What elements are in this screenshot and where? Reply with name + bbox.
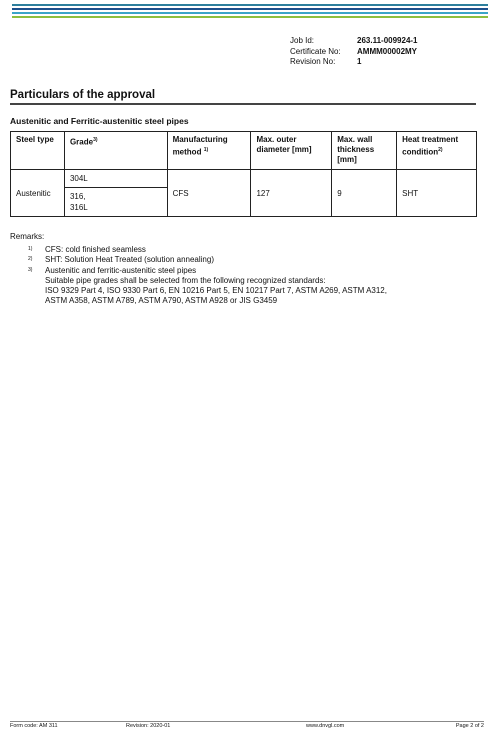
table-title: Austenitic and Ferritic-austenitic steel pipes [10, 116, 189, 126]
grade-316l-line: 316L [69, 203, 88, 212]
certificate-no-label: Certificate No: [290, 46, 341, 56]
footnote-ref: 3) [93, 137, 98, 143]
header-manufacturing-method: Manufacturing method $^{1)}$ [167, 132, 251, 170]
job-id-row [290, 36, 418, 47]
remark-line: Austenitic and ferritic-austenitic steel pipes [45, 265, 197, 275]
remark-line: SHT: Solution Heat Treated (solution annealing) [45, 255, 214, 265]
remark-number: 1) [28, 246, 33, 253]
header-stripe-teal [12, 4, 488, 6]
remark-line: ISO 9329 Part 4, ISO 9330 Part 6, EN 10216 Part 5, EN 10217 Part 7, ASTM A269, ASTM A312, [45, 286, 387, 296]
footer-page-number: Page 2 of 2 [455, 723, 484, 729]
certificate-meta [290, 36, 418, 68]
header-stripe-blue [12, 12, 488, 14]
header-grade: Grade$^{3)}$ [64, 132, 167, 170]
job-id-value: 263.11-009924-1 [357, 36, 418, 45]
header-max-outer-diameter: Max. outer diameter [mm] [251, 132, 332, 170]
remarks [10, 232, 445, 306]
cell-steel-type: Austenitic [11, 170, 65, 217]
revision-no-row [290, 57, 418, 68]
header-stripe-navy [12, 8, 488, 10]
remark-item [10, 245, 445, 255]
footer-revision: Revision: 2020-01 [126, 723, 171, 729]
pipes-table [10, 131, 477, 217]
certificate-no-row [290, 47, 418, 58]
cell-wall-thickness: 9 [332, 170, 397, 217]
footer-form-code: Form code: AM 311 [10, 723, 58, 729]
footnote-ref: 2) [438, 147, 443, 153]
table-header-row [11, 132, 477, 170]
cell-grade [64, 170, 167, 217]
remarks-title: Remarks: [10, 232, 45, 241]
remark-text [45, 255, 445, 265]
remark-text [45, 245, 445, 255]
remark-line: CFS: cold finished seamless [45, 245, 146, 255]
grade-304l: 304L [65, 170, 167, 188]
remark-number: 2) [28, 256, 33, 263]
certificate-no-value: AMMM00002MY [357, 46, 418, 56]
page-footer [10, 721, 484, 729]
job-id-label: Job Id: [290, 36, 315, 45]
cell-heat-treatment: SHT [397, 170, 477, 217]
remark-item [10, 266, 445, 307]
table-row [11, 170, 477, 217]
cell-outer-diameter: 127 [251, 170, 332, 217]
grade-316 [65, 188, 167, 216]
remark-item [10, 255, 445, 265]
footer-website-link[interactable]: www.dnvgl.com [306, 723, 345, 729]
section-title: Particulars of the approval [10, 89, 476, 105]
footnote-ref: 1) [203, 147, 209, 153]
remark-line: ASTM A358, ASTM A789, ASTM A790, ASTM A928 or JIS G3459 [45, 296, 278, 306]
cell-manufacturing-method: CFS [167, 170, 251, 217]
remark-line: Suitable pipe grades shall be selected from the following recognized standards: [45, 275, 326, 285]
grade-316-line: 316, [69, 192, 86, 201]
header-stripe-green [12, 16, 488, 18]
revision-no-value: 1 [357, 57, 362, 66]
remark-text [45, 266, 445, 307]
header-steel-type: Steel type [11, 132, 65, 170]
header-max-wall-thickness: Max. wall thickness [mm] [332, 132, 397, 170]
header-heat-treatment: Heat treatment condition$^{2)}$ [397, 132, 477, 170]
revision-no-label: Revision No: [290, 57, 336, 66]
remark-number: 3) [28, 266, 33, 273]
